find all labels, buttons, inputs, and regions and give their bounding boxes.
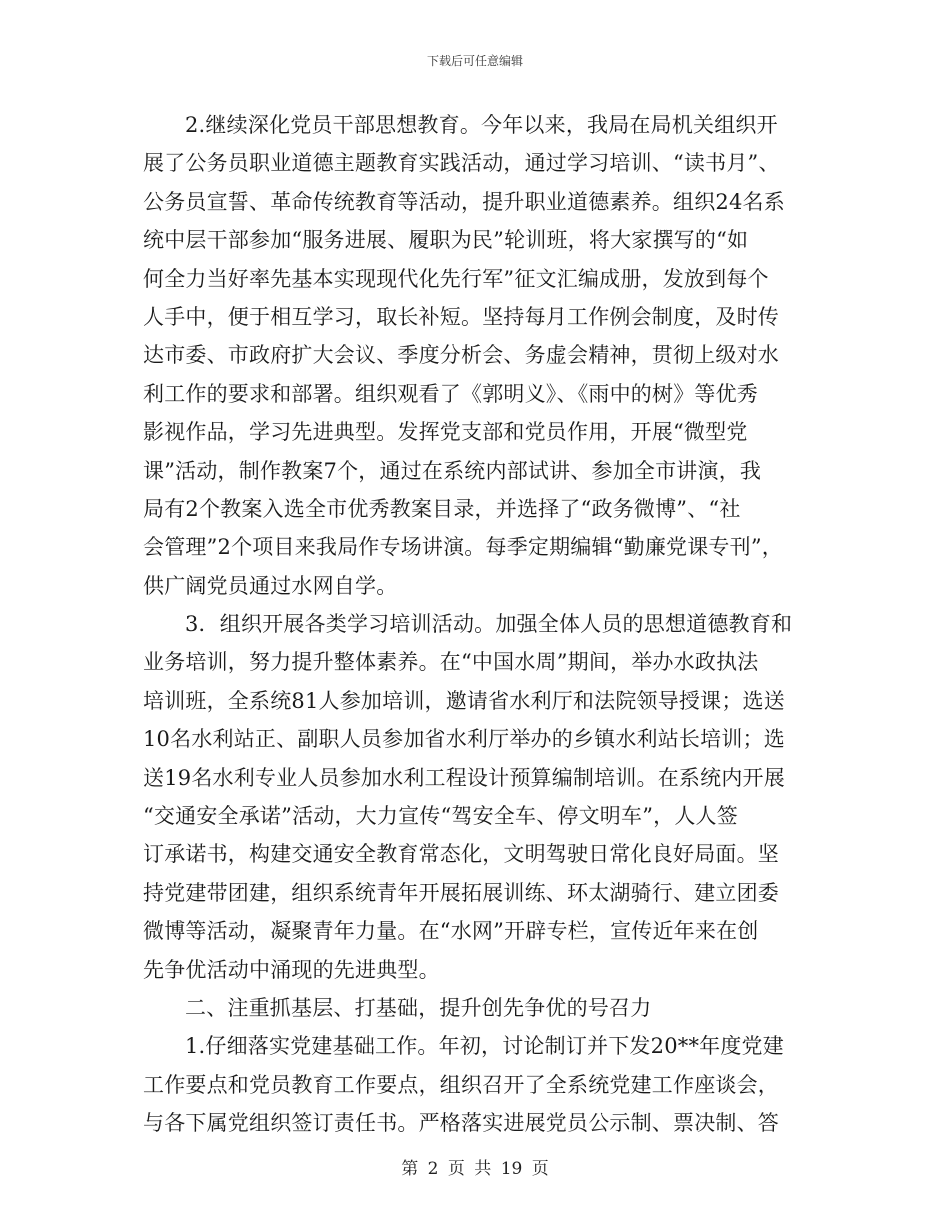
text-line: 达市委、市政府扩大会议、季度分析会、务虚会精神，贯彻上级对水 xyxy=(143,343,779,368)
text-line: 与各下属党组织签订责任书。严格落实进展党员公示制、票决制、答 xyxy=(143,1111,779,1136)
page-number-footer: 第 2 页 共 19 页 xyxy=(401,1159,549,1179)
text-line: 人手中，便于相互学习，取长补短。坚持每月工作例会制度，及时传 xyxy=(143,304,779,329)
text-line: 统中层干部参加“服务进展、履职为民”轮训班，将大家撰写的“如 xyxy=(143,228,749,253)
text-line: 10名水利站正、副职人员参加省水利厅举办的乡镇水利站长培训；选 xyxy=(143,727,785,752)
text-line: 持党建带团建，组织系统青年开展拓展训练、环太湖骑行、建立团委 xyxy=(143,880,779,905)
text-line: 会管理”2个项目来我局作专场讲演。每季定期编辑“勤廉党课专刊”， xyxy=(143,535,783,560)
text-line: 业务培训，努力提升整体素养。在“中国水周”期间，举办水政执法 xyxy=(143,650,759,675)
text-line: 先争优活动中涌现的先进典型。 xyxy=(143,957,440,982)
text-line: 利工作的要求和部署。组织观看了《郭明义》、《雨中的树》等优秀 xyxy=(143,381,758,406)
text-line: 展了公务员职业道德主题教育实践活动，通过学习培训、“读书月”、 xyxy=(143,151,780,176)
text-line: 2.继续深化党员干部思想教育。今年以来，我局在局机关组织开 xyxy=(185,113,778,137)
text-line: 微博等活动，凝聚青年力量。在“水网”开辟专栏，宣传近年来在创 xyxy=(143,919,759,944)
text-line: 供广阔党员通过水网自学。 xyxy=(143,573,398,598)
text-line: 培训班，全系统81人参加培训，邀请省水利厅和法院领导授课；选送 xyxy=(143,688,785,713)
text-line: “交通安全承诺”活动，大力宣传“驾安全车、停文明车”，人人签 xyxy=(143,804,738,829)
text-line: 3．组织开展各类学习培训活动。加强全体人员的思想道德教育和 xyxy=(185,612,793,637)
text-line: 课”活动，制作教案7个，通过在系统内部试讲、参加全市讲演，我 xyxy=(143,458,762,483)
text-line: 影视作品，学习先进典型。发挥党支部和党员作用，开展“微型党 xyxy=(143,420,748,445)
document-body xyxy=(143,106,823,1143)
text-line: 局有2个教案入选全市优秀教案目录，并选择了“政务微博”、“社 xyxy=(143,496,741,521)
text-line: 二、注重抓基层、打基础，提升创先争优的号召力 xyxy=(185,995,652,1020)
text-line: 公务员宣誓、革命传统教育等活动，提升职业道德素养。组织24名系 xyxy=(143,189,785,214)
page-header-note: 下载后可任意编辑 xyxy=(426,54,523,68)
text-line: 何全力当好率先基本实现现代化先行军”征文汇编成册，发放到每个 xyxy=(143,266,769,291)
text-line: 1.仔细落实党建基础工作。年初，讨论制订并下发20**年度党建 xyxy=(185,1034,784,1059)
text-line: 送19名水利专业人员参加水利工程设计预算编制培训。在系统内开展 xyxy=(143,765,785,790)
text-line: 订承诺书，构建交通安全教育常态化，文明驾驶日常化良好局面。坚 xyxy=(143,842,779,867)
text-line: 工作要点和党员教育工作要点，组织召开了全系统党建工作座谈会， xyxy=(143,1072,779,1097)
